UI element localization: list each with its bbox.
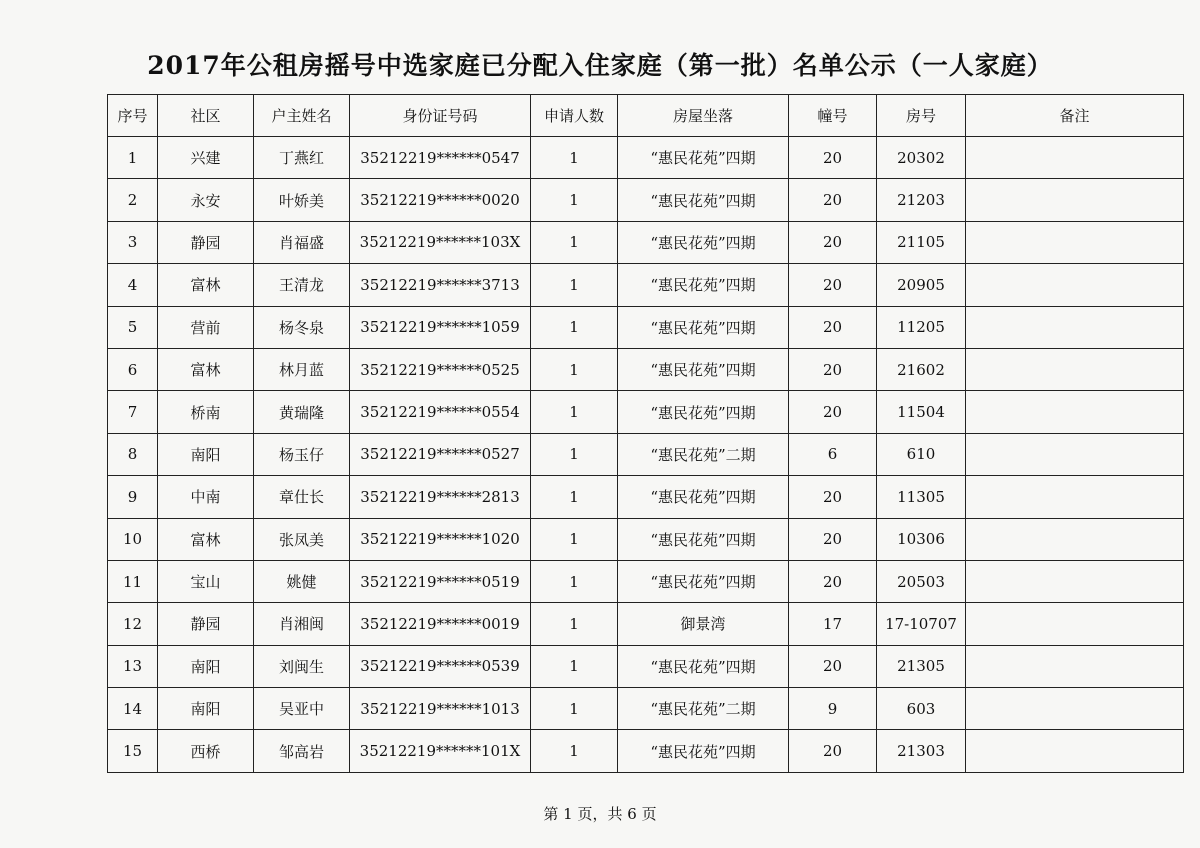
cell-location: “惠民花苑”四期 bbox=[618, 560, 789, 602]
col-header: 房号 bbox=[877, 95, 966, 137]
cell-id-number: 35212219******0525 bbox=[350, 348, 531, 390]
cell-applicants: 1 bbox=[531, 137, 618, 179]
cell-applicants: 1 bbox=[531, 306, 618, 348]
cell-room: 21303 bbox=[877, 730, 966, 772]
cell-location: “惠民花苑”二期 bbox=[618, 688, 789, 730]
cell-community: 富林 bbox=[158, 518, 254, 560]
cell-note bbox=[966, 688, 1184, 730]
table-row bbox=[108, 137, 1184, 179]
cell-room: 21305 bbox=[877, 645, 966, 687]
cell-id-number: 35212219******0020 bbox=[350, 179, 531, 221]
cell-householder: 章仕长 bbox=[254, 476, 350, 518]
cell-id-number: 35212219******1013 bbox=[350, 688, 531, 730]
cell-applicants: 1 bbox=[531, 730, 618, 772]
cell-note bbox=[966, 603, 1184, 645]
cell-serial: 13 bbox=[108, 645, 158, 687]
cell-building: 17 bbox=[789, 603, 877, 645]
cell-serial: 10 bbox=[108, 518, 158, 560]
cell-serial: 6 bbox=[108, 348, 158, 390]
col-header: 户主姓名 bbox=[254, 95, 350, 137]
cell-householder: 姚健 bbox=[254, 560, 350, 602]
table-row bbox=[108, 179, 1184, 221]
cell-building: 20 bbox=[789, 137, 877, 179]
cell-building: 9 bbox=[789, 688, 877, 730]
cell-community: 桥南 bbox=[158, 391, 254, 433]
cell-id-number: 35212219******2813 bbox=[350, 476, 531, 518]
cell-serial: 8 bbox=[108, 433, 158, 475]
cell-building: 20 bbox=[789, 391, 877, 433]
cell-building: 20 bbox=[789, 306, 877, 348]
cell-note bbox=[966, 221, 1184, 263]
cell-note bbox=[966, 306, 1184, 348]
cell-location: “惠民花苑”四期 bbox=[618, 730, 789, 772]
cell-room: 21602 bbox=[877, 348, 966, 390]
col-header: 身份证号码 bbox=[350, 95, 531, 137]
cell-location: 御景湾 bbox=[618, 603, 789, 645]
cell-applicants: 1 bbox=[531, 645, 618, 687]
cell-serial: 4 bbox=[108, 264, 158, 306]
cell-householder: 邹高岩 bbox=[254, 730, 350, 772]
table-row bbox=[108, 730, 1184, 772]
table-row bbox=[108, 306, 1184, 348]
col-header: 序号 bbox=[108, 95, 158, 137]
cell-id-number: 35212219******0539 bbox=[350, 645, 531, 687]
table-row bbox=[108, 348, 1184, 390]
table-row bbox=[108, 603, 1184, 645]
cell-applicants: 1 bbox=[531, 688, 618, 730]
table-row bbox=[108, 391, 1184, 433]
cell-building: 20 bbox=[789, 476, 877, 518]
cell-householder: 杨玉仔 bbox=[254, 433, 350, 475]
table-row bbox=[108, 560, 1184, 602]
cell-room: 10306 bbox=[877, 518, 966, 560]
cell-community: 兴建 bbox=[158, 137, 254, 179]
cell-building: 20 bbox=[789, 348, 877, 390]
table-row bbox=[108, 221, 1184, 263]
cell-community: 南阳 bbox=[158, 688, 254, 730]
cell-community: 营前 bbox=[158, 306, 254, 348]
cell-applicants: 1 bbox=[531, 179, 618, 221]
cell-applicants: 1 bbox=[531, 476, 618, 518]
cell-householder: 肖福盛 bbox=[254, 221, 350, 263]
cell-applicants: 1 bbox=[531, 348, 618, 390]
cell-room: 11504 bbox=[877, 391, 966, 433]
page-footer: 第 1 页，共 6 页 bbox=[543, 805, 657, 823]
cell-room: 21105 bbox=[877, 221, 966, 263]
cell-building: 20 bbox=[789, 221, 877, 263]
cell-applicants: 1 bbox=[531, 560, 618, 602]
cell-community: 南阳 bbox=[158, 645, 254, 687]
cell-id-number: 35212219******1059 bbox=[350, 306, 531, 348]
cell-note bbox=[966, 645, 1184, 687]
cell-location: “惠民花苑”四期 bbox=[618, 476, 789, 518]
cell-building: 20 bbox=[789, 560, 877, 602]
cell-location: “惠民花苑”四期 bbox=[618, 179, 789, 221]
cell-room: 603 bbox=[877, 688, 966, 730]
cell-community: 中南 bbox=[158, 476, 254, 518]
cell-location: “惠民花苑”四期 bbox=[618, 348, 789, 390]
cell-householder: 林月蓝 bbox=[254, 348, 350, 390]
cell-id-number: 35212219******0547 bbox=[350, 137, 531, 179]
cell-room: 20905 bbox=[877, 264, 966, 306]
cell-note bbox=[966, 391, 1184, 433]
cell-householder: 黄瑞隆 bbox=[254, 391, 350, 433]
cell-householder: 张凤美 bbox=[254, 518, 350, 560]
cell-location: “惠民花苑”四期 bbox=[618, 518, 789, 560]
cell-serial: 12 bbox=[108, 603, 158, 645]
cell-location: “惠民花苑”四期 bbox=[618, 137, 789, 179]
cell-applicants: 1 bbox=[531, 603, 618, 645]
cell-community: 南阳 bbox=[158, 433, 254, 475]
cell-room: 20503 bbox=[877, 560, 966, 602]
col-header: 社区 bbox=[158, 95, 254, 137]
cell-location: “惠民花苑”四期 bbox=[618, 221, 789, 263]
cell-community: 静园 bbox=[158, 603, 254, 645]
col-header: 备注 bbox=[966, 95, 1184, 137]
cell-applicants: 1 bbox=[531, 518, 618, 560]
cell-community: 永安 bbox=[158, 179, 254, 221]
cell-applicants: 1 bbox=[531, 391, 618, 433]
cell-community: 富林 bbox=[158, 348, 254, 390]
cell-community: 西桥 bbox=[158, 730, 254, 772]
cell-serial: 15 bbox=[108, 730, 158, 772]
cell-note bbox=[966, 560, 1184, 602]
header-row bbox=[108, 95, 1184, 137]
cell-location: “惠民花苑”二期 bbox=[618, 433, 789, 475]
cell-id-number: 35212219******1020 bbox=[350, 518, 531, 560]
cell-householder: 肖湘闽 bbox=[254, 603, 350, 645]
page-title: 2017年公租房摇号中选家庭已分配入住家庭（第一批）名单公示（一人家庭） bbox=[147, 51, 1053, 80]
cell-note bbox=[966, 264, 1184, 306]
cell-serial: 3 bbox=[108, 221, 158, 263]
cell-serial: 9 bbox=[108, 476, 158, 518]
cell-applicants: 1 bbox=[531, 433, 618, 475]
cell-community: 宝山 bbox=[158, 560, 254, 602]
cell-serial: 11 bbox=[108, 560, 158, 602]
cell-room: 20302 bbox=[877, 137, 966, 179]
cell-note bbox=[966, 518, 1184, 560]
cell-householder: 吴亚中 bbox=[254, 688, 350, 730]
cell-room: 610 bbox=[877, 433, 966, 475]
cell-householder: 丁燕红 bbox=[254, 137, 350, 179]
cell-serial: 7 bbox=[108, 391, 158, 433]
cell-room: 11305 bbox=[877, 476, 966, 518]
cell-building: 20 bbox=[789, 645, 877, 687]
cell-location: “惠民花苑”四期 bbox=[618, 306, 789, 348]
cell-householder: 叶娇美 bbox=[254, 179, 350, 221]
cell-serial: 5 bbox=[108, 306, 158, 348]
cell-location: “惠民花苑”四期 bbox=[618, 645, 789, 687]
cell-room: 17-10707 bbox=[877, 603, 966, 645]
cell-community: 静园 bbox=[158, 221, 254, 263]
cell-building: 6 bbox=[789, 433, 877, 475]
cell-serial: 1 bbox=[108, 137, 158, 179]
cell-note bbox=[966, 476, 1184, 518]
cell-building: 20 bbox=[789, 264, 877, 306]
table-row bbox=[108, 264, 1184, 306]
cell-id-number: 35212219******0554 bbox=[350, 391, 531, 433]
cell-serial: 14 bbox=[108, 688, 158, 730]
cell-serial: 2 bbox=[108, 179, 158, 221]
cell-id-number: 35212219******0019 bbox=[350, 603, 531, 645]
cell-id-number: 35212219******0527 bbox=[350, 433, 531, 475]
cell-id-number: 35212219******101X bbox=[350, 730, 531, 772]
table-row bbox=[108, 476, 1184, 518]
cell-location: “惠民花苑”四期 bbox=[618, 264, 789, 306]
cell-note bbox=[966, 730, 1184, 772]
cell-note bbox=[966, 433, 1184, 475]
cell-building: 20 bbox=[789, 730, 877, 772]
cell-note bbox=[966, 348, 1184, 390]
cell-building: 20 bbox=[789, 179, 877, 221]
table-row bbox=[108, 518, 1184, 560]
cell-id-number: 35212219******103X bbox=[350, 221, 531, 263]
cell-householder: 刘闽生 bbox=[254, 645, 350, 687]
cell-note bbox=[966, 179, 1184, 221]
cell-applicants: 1 bbox=[531, 221, 618, 263]
cell-id-number: 35212219******0519 bbox=[350, 560, 531, 602]
cell-note bbox=[966, 137, 1184, 179]
cell-location: “惠民花苑”四期 bbox=[618, 391, 789, 433]
table-row bbox=[108, 688, 1184, 730]
cell-room: 21203 bbox=[877, 179, 966, 221]
col-header: 申请人数 bbox=[531, 95, 618, 137]
cell-id-number: 35212219******3713 bbox=[350, 264, 531, 306]
cell-householder: 杨冬泉 bbox=[254, 306, 350, 348]
cell-householder: 王清龙 bbox=[254, 264, 350, 306]
cell-building: 20 bbox=[789, 518, 877, 560]
roster-table bbox=[107, 94, 1184, 773]
cell-community: 富林 bbox=[158, 264, 254, 306]
cell-applicants: 1 bbox=[531, 264, 618, 306]
table-row bbox=[108, 645, 1184, 687]
col-header: 幢号 bbox=[789, 95, 877, 137]
col-header: 房屋坐落 bbox=[618, 95, 789, 137]
cell-room: 11205 bbox=[877, 306, 966, 348]
table-row bbox=[108, 433, 1184, 475]
